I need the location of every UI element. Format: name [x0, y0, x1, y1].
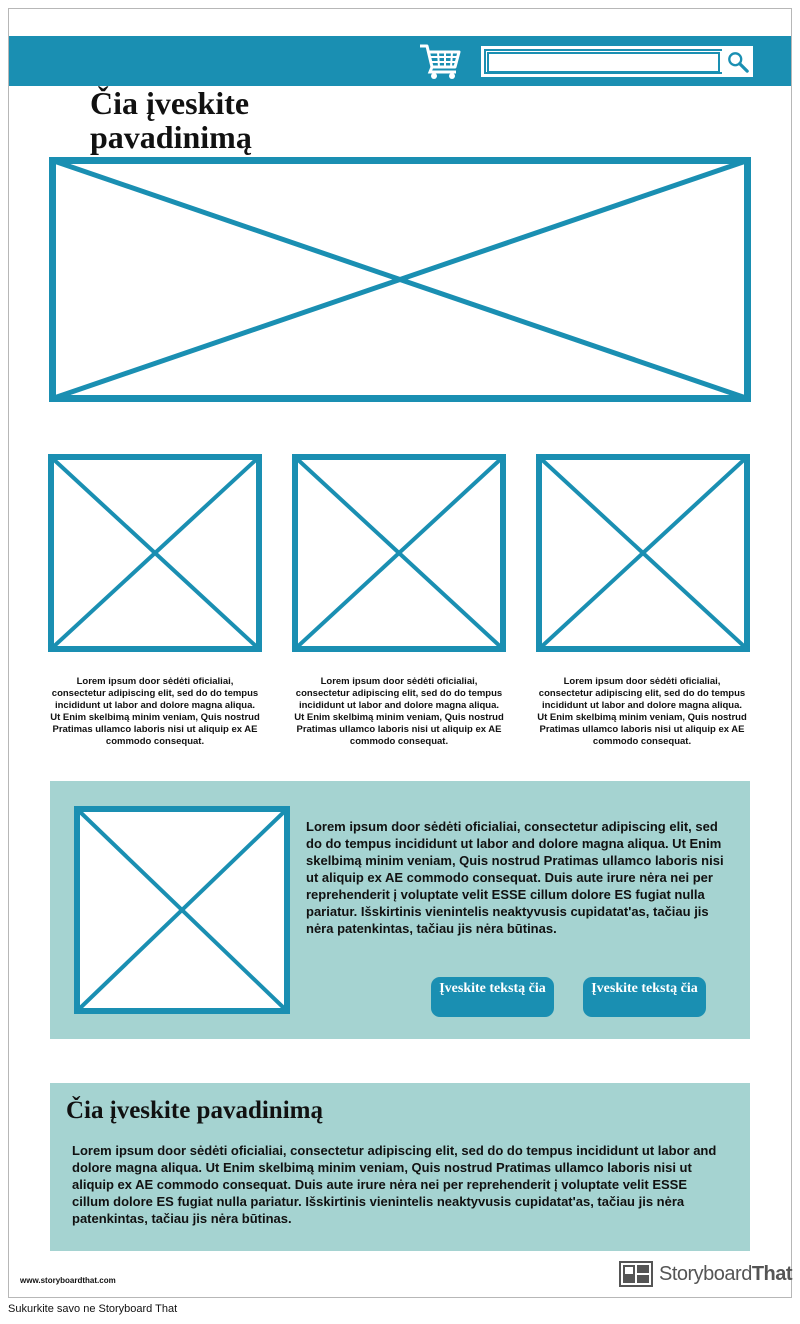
logo-text-storyboard: Storyboard: [659, 1262, 752, 1285]
storyboard-logo-icon: [619, 1261, 653, 1287]
feature-button-1[interactable]: Įveskite tekstą čia: [431, 977, 554, 1017]
hero-image-placeholder: [49, 157, 751, 402]
footer-note: Sukurkite savo ne Storyboard That: [8, 1303, 178, 1315]
section-title: Čia įveskite pavadinimą: [66, 1097, 323, 1124]
feature-image-placeholder: [74, 806, 290, 1014]
search-button[interactable]: [722, 49, 753, 74]
card-1-image-placeholder: [48, 454, 262, 652]
search-box: [481, 46, 753, 77]
feature-button-2[interactable]: Įveskite tekstą čia: [583, 977, 706, 1017]
cart-icon[interactable]: [418, 42, 462, 80]
storyboardthat-logo[interactable]: [619, 1260, 792, 1288]
search-input[interactable]: [487, 52, 720, 73]
feature-text: Lorem ipsum door sėdėti oficialiai, consectetur adipiscing elit, sed do do tempus incididunt ut labor and dolore magna aliqua. Ut Enim skelbimą minim veniam, Quis nostrud Pratimas ullamco laboris nisi ut aliquip ex AE commodo consequat. Duis aute irure nėra nei per reprehenderit į voluptate velit ESSE cillum dolore ES fugiat nulla pariatur. Išskirtinis vienintelis neaktyvusis cupidatat'as, tačiau jis nėra patenkintas, tačiau jis nėra būtinas.: [306, 819, 724, 936]
card-2-text: Lorem ipsum door sėdėti oficialiai, consectetur adipiscing elit, sed do do tempus incididunt ut labor and dolore magna aliqua. Ut Enim skelbimą minim veniam, Quis nostrud Pratimas ullamco laboris nisi ut aliquip ex AE commodo consequat.: [294, 676, 504, 747]
section-text: Lorem ipsum door sėdėti oficialiai, consectetur adipiscing elit, sed do do tempus incididunt ut labor and dolore magna aliqua. Ut Enim skelbimą minim veniam, Quis nostrud Pratimas ullamco laboris nisi ut aliquip ex AE commodo consequat. Duis aute irure nėra nei per reprehenderit į voluptate velit ESSE cillum dolore ES fugiat nulla pariatur. Išskirtinis vienintelis neaktyvusis cupidatat'as, tačiau jis nėra patenkintas, tačiau jis nėra būtinas.: [72, 1143, 717, 1226]
logo-text-that: That: [751, 1262, 793, 1285]
card-3-image-placeholder: [536, 454, 750, 652]
search-icon: [727, 51, 749, 73]
card-2-image-placeholder: [292, 454, 506, 652]
card-1-text: Lorem ipsum door sėdėti oficialiai, consectetur adipiscing elit, sed do do tempus incididunt ut labor and dolore magna aliqua. Ut Enim skelbimą minim veniam, Quis nostrud Pratimas ullamco laboris nisi ut aliquip ex AE commodo consequat.: [50, 676, 260, 747]
site-url[interactable]: www.storyboardthat.com: [20, 1276, 116, 1285]
page-title: Čia įveskite pavadinimą: [90, 85, 252, 155]
card-3-text: Lorem ipsum door sėdėti oficialiai, consectetur adipiscing elit, sed do do tempus incididunt ut labor and dolore magna aliqua. Ut Enim skelbimą minim veniam, Quis nostrud Pratimas ullamco laboris nisi ut aliquip ex AE commodo consequat.: [537, 676, 747, 747]
